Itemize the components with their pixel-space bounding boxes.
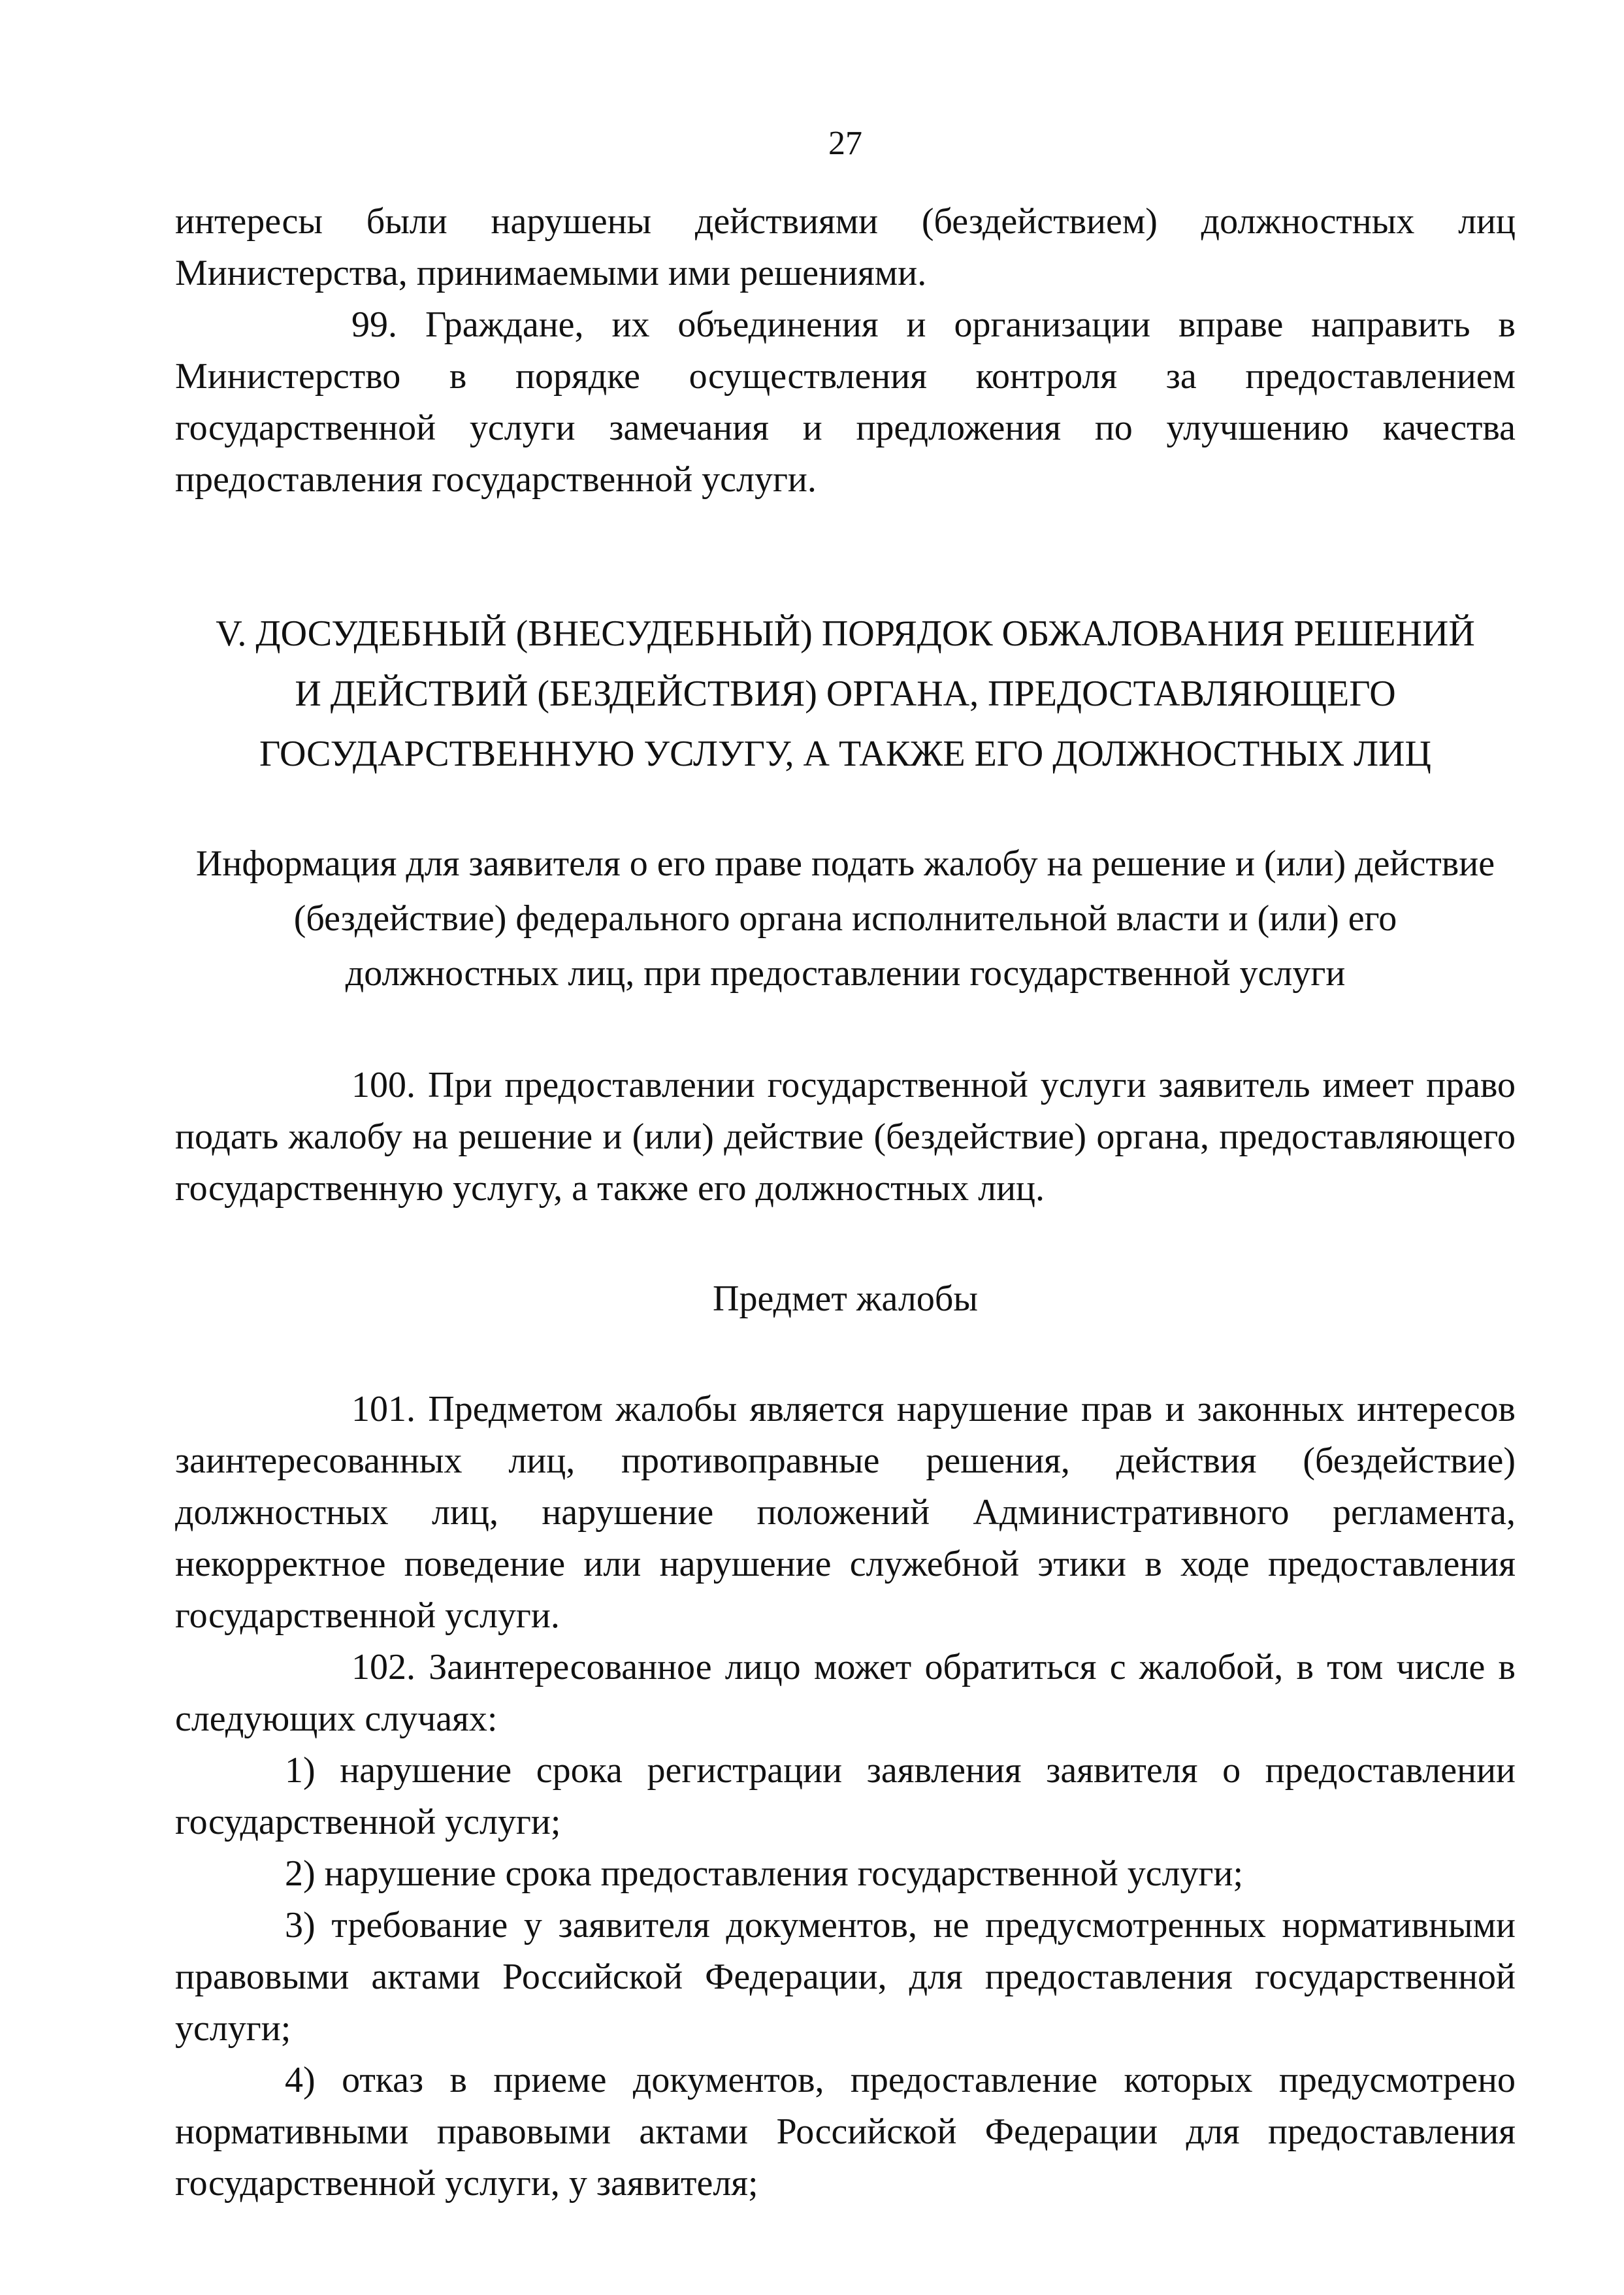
subheading-complaint-info: Информация для заявителя о его праве подать жалобу на решение и (или) действие (бездействие) федерального органа исполнительной власти и (или) его должностных лиц, при предоставлении государственной услуги — [195, 843, 1495, 994]
document-body — [175, 196, 1516, 2209]
paragraph-102: 102. Заинтересованное лицо может обратиться с жалобой, в том числе в следующих случаях: — [175, 1647, 1516, 1739]
document-page — [175, 0, 1516, 2295]
page-number: 27 — [828, 125, 862, 162]
list-item-2: 2) нарушение срока предоставления государственной услуги; — [285, 1853, 1244, 1894]
paragraph-continuation: интересы были нарушены действиями (бездействием) должностных лиц Министерства, принимаемыми ими решениями. — [175, 201, 1516, 293]
section-heading: V. ДОСУДЕБНЫЙ (ВНЕСУДЕБНЫЙ) ПОРЯДОК ОБЖАЛОВАНИЯ РЕШЕНИЙ И ДЕЙСТВИЙ (БЕЗДЕЙСТВИЯ) ОРГАНА, ПРЕДОСТАВЛЯЮЩЕГО ГОСУДАРСТВЕННУЮ УСЛУГУ, А ТАКЖЕ ЕГО ДОЛЖНОСТНЫХ ЛИЦ — [216, 613, 1475, 774]
list-item-4: 4) отказ в приеме документов, предоставление которых предусмотрено нормативными правовыми актами Российской Федерации для предоставления государственной услуги, у заявителя; — [175, 2060, 1516, 2204]
subheading-complaint-subject: Предмет жалобы — [713, 1278, 978, 1319]
list-item-1: 1) нарушение срока регистрации заявления заявителя о предоставлении государственной услуги; — [175, 1750, 1516, 1842]
paragraph-100: 100. При предоставлении государственной услуги заявитель имеет право подать жалобу на решение и (или) действие (бездействие) органа, предоставляющего государственную услугу, а также его должностных лиц. — [175, 1065, 1516, 1209]
paragraph-99: 99. Граждане, их объединения и организации вправе направить в Министерство в порядке осуществления контроля за предоставлением государственной услуги замечания и предложения по улучшению качества предоставления государственной услуги. — [175, 304, 1516, 500]
paragraph-101: 101. Предметом жалобы является нарушение прав и законных интересов заинтересованных лиц, противоправные решения, действия (бездействие) должностных лиц, нарушение положений Административного регламента, некорректное поведение или нарушение служебной этики в ходе предоставления государственной услуги. — [175, 1389, 1516, 1636]
list-item-3: 3) требование у заявителя документов, не предусмотренных нормативными правовыми актами Российской Федерации, для предоставления государственной услуги; — [175, 1905, 1516, 2049]
